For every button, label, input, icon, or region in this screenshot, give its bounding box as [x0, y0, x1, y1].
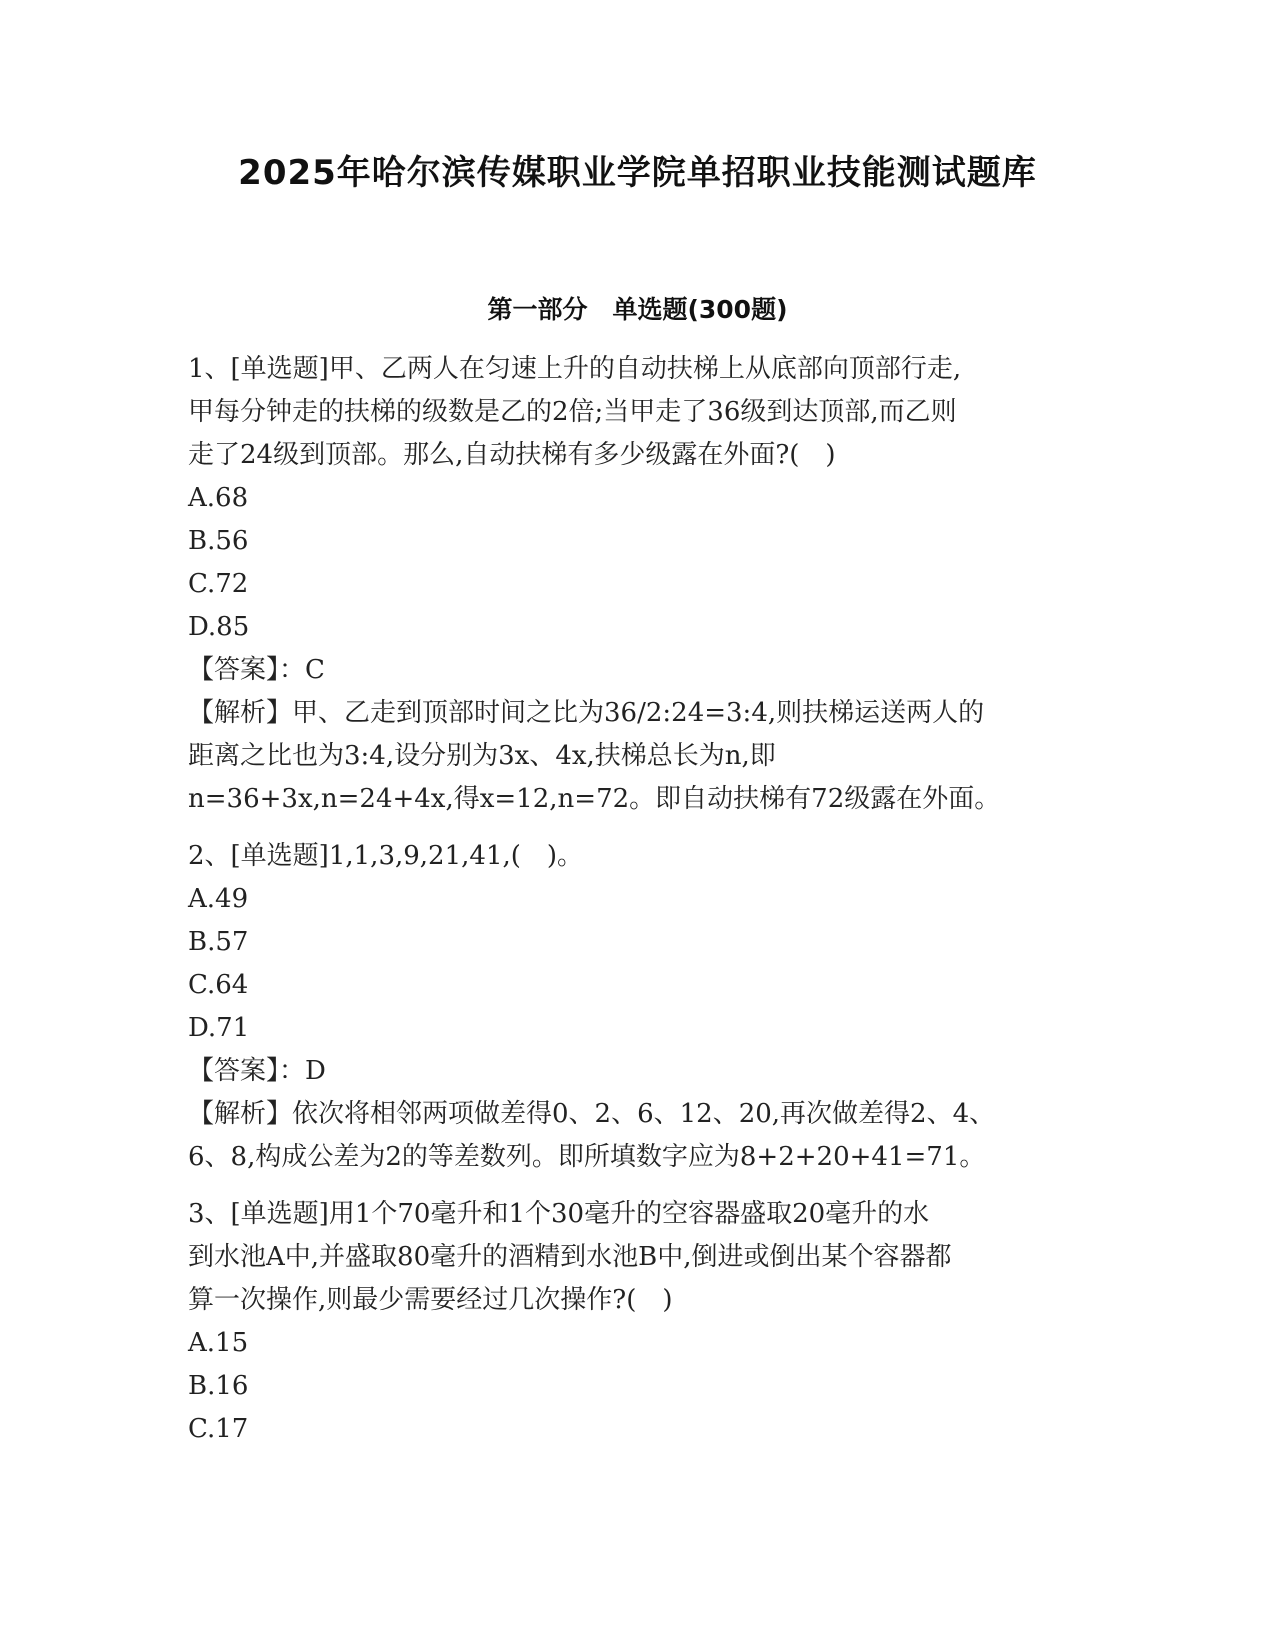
section-heading: 第一部分 单选题(300题): [487, 295, 788, 324]
option-c: C.64: [188, 970, 249, 1000]
option-d: D.85: [188, 612, 250, 642]
analysis-line: 【解析】甲、乙走到顶部时间之比为36/2:24=3:4,则扶梯运送两人的: [188, 698, 985, 728]
option-a: A.68: [188, 483, 249, 513]
question-stem-line: 算一次操作,则最少需要经过几次操作?( ): [188, 1285, 673, 1315]
answer-line: 【答案】：D: [188, 1056, 326, 1086]
question-list: [188, 348, 1088, 1451]
analysis-line: 距离之比也为3:4,设分别为3x、4x,扶梯总长为n,即: [188, 741, 776, 771]
option-b: B.16: [188, 1371, 249, 1401]
option-c: C.17: [188, 1414, 249, 1444]
answer-line: 【答案】：C: [188, 655, 325, 685]
option-c: C.72: [188, 569, 249, 599]
option-a: A.49: [188, 884, 249, 914]
option-b: B.56: [188, 526, 249, 556]
analysis-line: 【解析】依次将相邻两项做差得0、2、6、12、20,再次做差得2、4、: [188, 1099, 996, 1129]
option-a: A.15: [188, 1328, 249, 1358]
question-stem-line: 2、[单选题]1,1,3,9,21,41,( )。: [188, 841, 584, 871]
document-title: 2025年哈尔滨传媒职业学院单招职业技能测试题库: [238, 153, 1037, 193]
question-1: [188, 348, 1088, 821]
option-b: B.57: [188, 927, 249, 957]
question-stem-line: 甲每分钟走的扶梯的级数是乙的2倍;当甲走了36级到达顶部,而乙则: [188, 397, 957, 427]
question-2: [188, 835, 1088, 1179]
analysis-line: 6、8,构成公差为2的等差数列。即所填数字应为8+2+20+41=71。: [188, 1142, 986, 1172]
question-stem-line: 3、[单选题]用1个70毫升和1个30毫升的空容器盛取20毫升的水: [188, 1199, 930, 1229]
question-stem-line: 到水池A中,并盛取80毫升的酒精到水池B中,倒进或倒出某个容器都: [188, 1242, 952, 1272]
analysis-line: n=36+3x,n=24+4x,得x=12,n=72。即自动扶梯有72级露在外面。: [188, 784, 1001, 814]
question-3: [188, 1193, 1088, 1451]
question-stem-line: 走了24级到顶部。那么,自动扶梯有多少级露在外面?( ): [188, 440, 836, 470]
question-stem-line: 1、[单选题]甲、乙两人在匀速上升的自动扶梯上从底部向顶部行走,: [188, 354, 962, 384]
option-d: D.71: [188, 1013, 250, 1043]
